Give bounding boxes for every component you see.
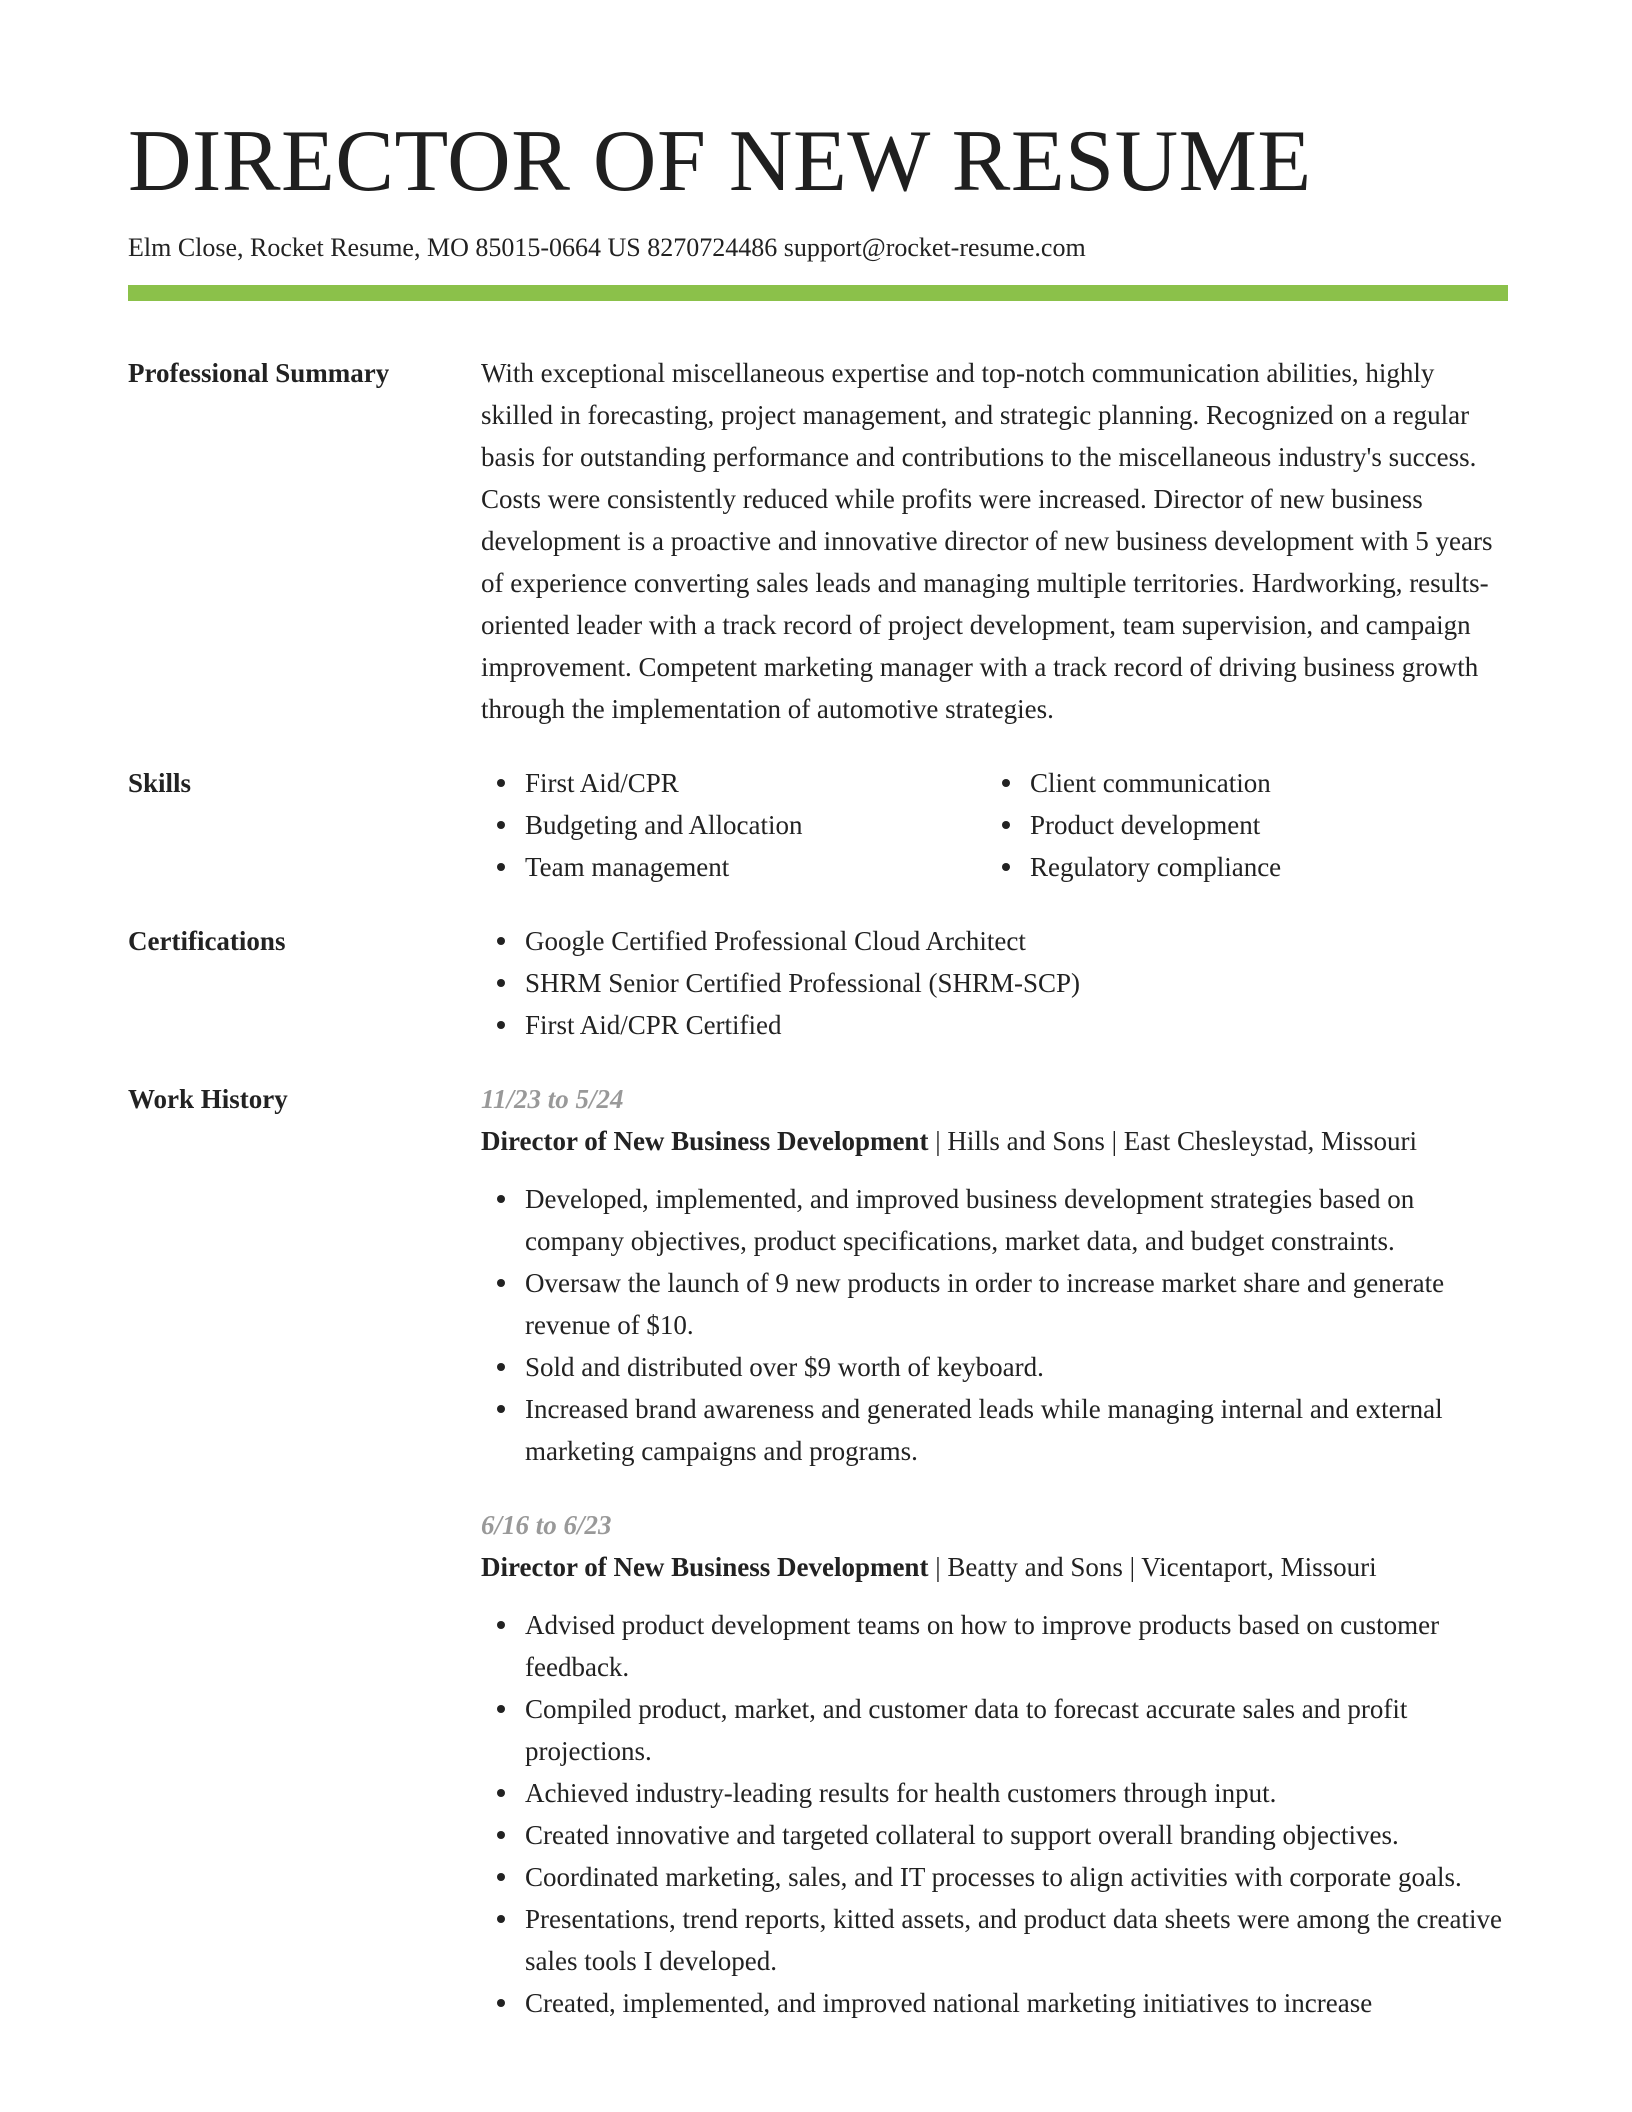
certifications-list [481,920,1508,1046]
job-company: | Beatty and Sons [928,1552,1122,1582]
summary-text: With exceptional miscellaneous expertise and top-notch communication abilities, highly skilled in forecasting, project management, and strategic planning. Recognized on a regular basis for outstanding performance and contributions to the miscellaneous industry's success. Costs were consistently reduced while profits were increased. Director of new business development is a proactive and innovative director of new business development with 5 years of experience converting sales leads and managing multiple territories. Hardworking, results-oriented leader with a track record of project development, team supervision, and campaign improvement. Competent marketing manager with a track record of driving business growth through the implementation of automotive strategies. [481,358,1493,724]
contact-phone: 8270724486 [647,233,778,262]
job-company: | Hills and Sons [928,1126,1104,1156]
skills-list-left [481,762,986,888]
skills-grid [481,762,1508,888]
job-title: Director of New Business Development [481,1552,929,1582]
skill-item: Regulatory compliance [986,846,1491,888]
contact-email[interactable]: support@rocket-resume.com [783,233,1086,262]
job-bullet: Achieved industry-leading results for health customers through input. [481,1772,1508,1814]
resume-page [128,113,1508,2024]
summary-section [128,352,1508,730]
work-history-section [128,1078,1508,2024]
job-entry [481,1078,1508,1472]
resume-name: DIRECTOR OF NEW RESUME [128,113,1312,210]
work-history-heading: Work History [128,1084,288,1114]
job-bullet: Compiled product, market, and customer data to forecast accurate sales and profit projections. [481,1688,1508,1772]
job-bullet: Advised product development teams on how to improve products based on customer feedback. [481,1604,1508,1688]
certifications-heading: Certifications [128,926,286,956]
job-bullet: Presentations, trend reports, kitted assets, and product data sheets were among the creative sales tools I developed. [481,1898,1508,1982]
skill-item: Product development [986,804,1491,846]
certifications-section [128,920,1508,1046]
job-location: | Vicentaport, Missouri [1123,1552,1377,1582]
skill-item: First Aid/CPR [481,762,986,804]
job-bullet: Oversaw the launch of 9 new products in order to increase market share and generate revenue of $10. [481,1262,1508,1346]
contact-line [128,231,1508,265]
job-bullets [481,1178,1508,1472]
job-title: Director of New Business Development [481,1126,929,1156]
certification-item: SHRM Senior Certified Professional (SHRM-SCP) [481,962,1508,1004]
job-bullet: Created, implemented, and improved national marketing initiatives to increase [481,1982,1508,2024]
skill-item: Team management [481,846,986,888]
skills-heading: Skills [128,768,192,798]
job-bullets [481,1604,1508,2024]
job-entry [481,1504,1508,2024]
job-bullet: Coordinated marketing, sales, and IT processes to align activities with corporate goals. [481,1856,1508,1898]
contact-address: Elm Close, Rocket Resume, MO 85015-0664 US [128,233,641,262]
job-dates: 6/16 to 6/23 [481,1510,612,1540]
job-bullet: Increased brand awareness and generated leads while managing internal and external marketing campaigns and programs. [481,1388,1508,1472]
job-bullet: Sold and distributed over $9 worth of keyboard. [481,1346,1508,1388]
job-header [481,1546,1508,1588]
job-header [481,1120,1508,1162]
header-divider [128,285,1508,301]
job-bullet: Created innovative and targeted collateral to support overall branding objectives. [481,1814,1508,1856]
skill-item: Client communication [986,762,1491,804]
summary-heading: Professional Summary [128,358,390,388]
skill-item: Budgeting and Allocation [481,804,986,846]
job-bullet: Developed, implemented, and improved business development strategies based on company objectives, product specifications, market data, and budget constraints. [481,1178,1508,1262]
job-dates: 11/23 to 5/24 [481,1084,624,1114]
certification-item: Google Certified Professional Cloud Architect [481,920,1508,962]
job-location: | East Chesleystad, Missouri [1105,1126,1417,1156]
certification-item: First Aid/CPR Certified [481,1004,1508,1046]
skills-list-right [986,762,1491,888]
skills-section [128,762,1508,888]
